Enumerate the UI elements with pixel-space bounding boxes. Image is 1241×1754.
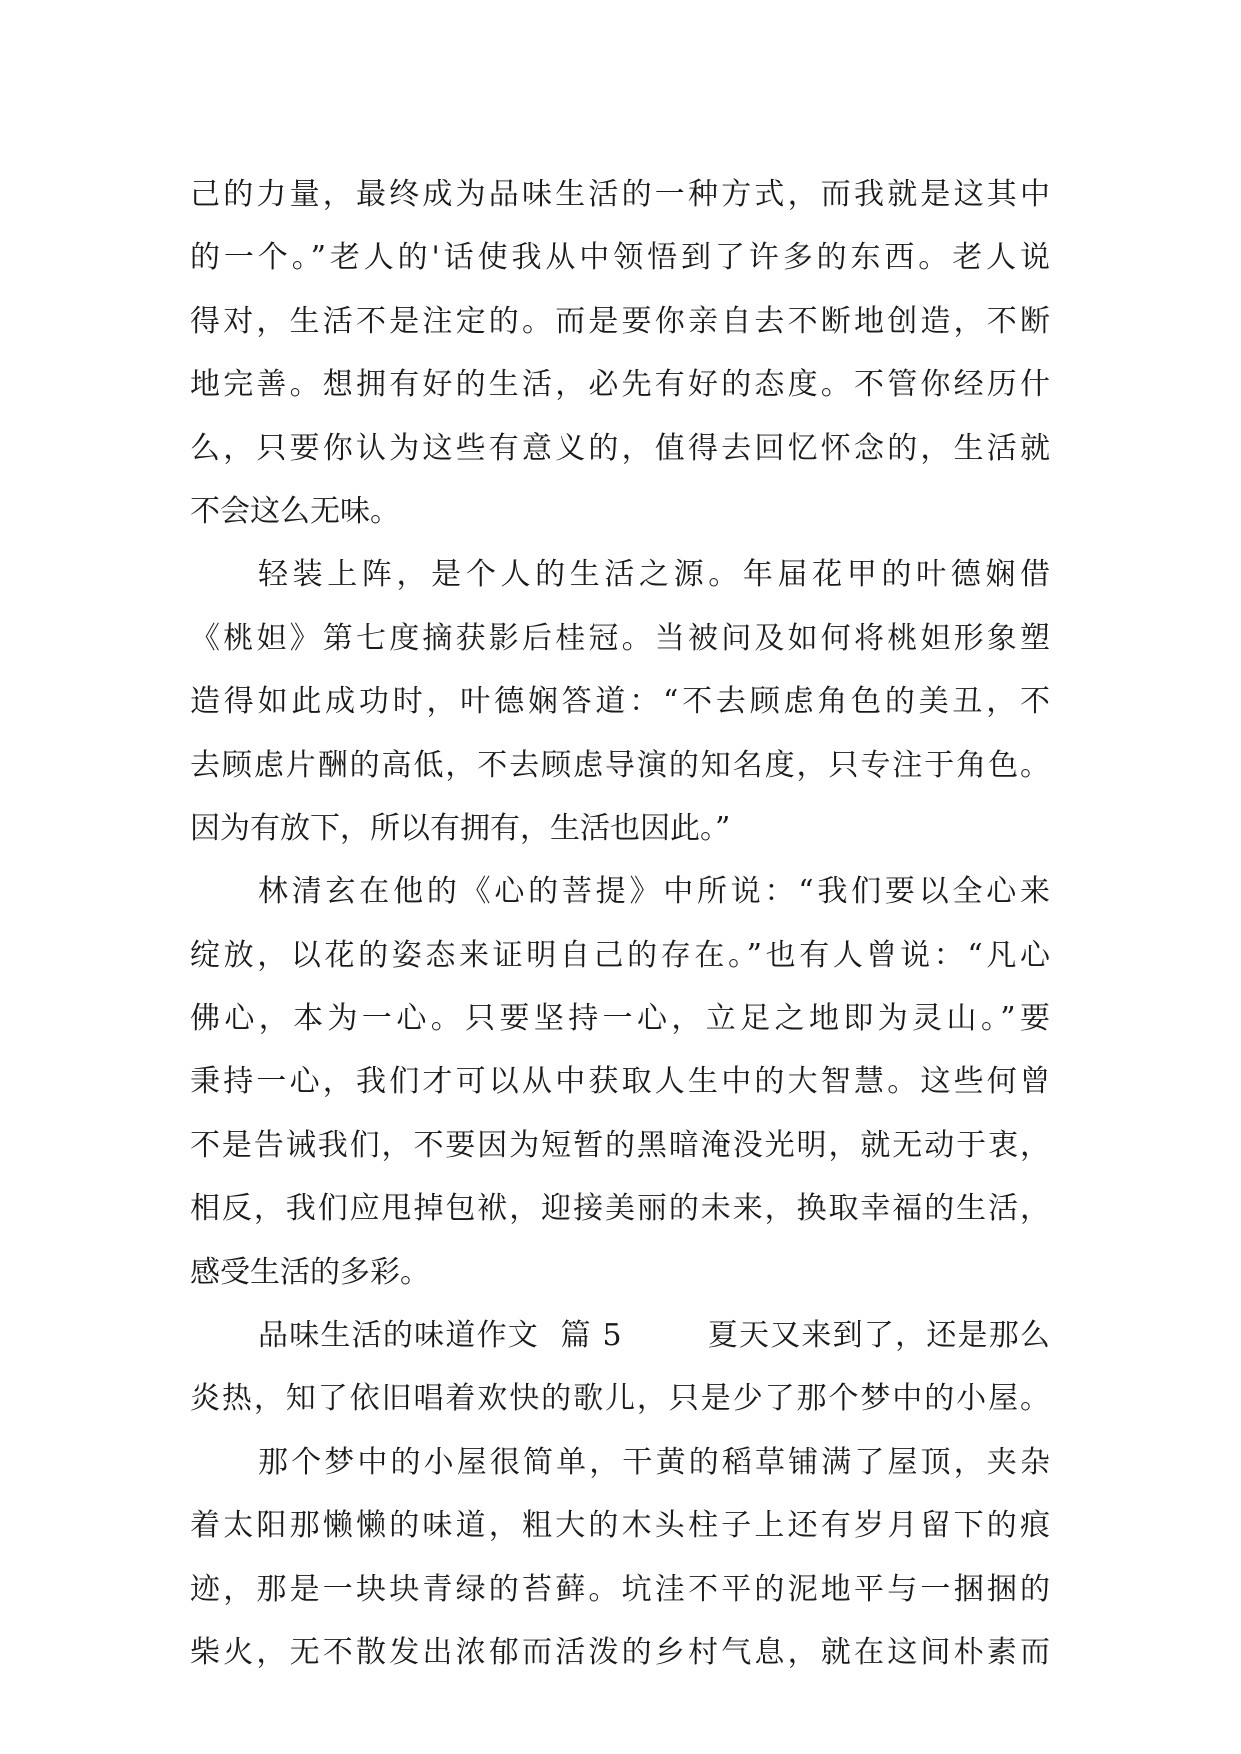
text-line: 秉持一心，我们才可以从中获取人生中的大智慧。这些何曾 bbox=[190, 1064, 1050, 1100]
text-line: 的一个。”老人的'话使我从中领悟到了许多的东西。老人说 bbox=[190, 240, 1050, 276]
text-line: 不是告诫我们，不要因为短暂的黑暗淹没光明，就无动于衷， bbox=[190, 1127, 1050, 1163]
section-heading-line: 品味生活的味道作文 篇 5 夏天又来到了，还是那么 bbox=[258, 1318, 1050, 1354]
text-line: 得对，生活不是注定的。而是要你亲自去不断地创造，不断 bbox=[190, 303, 1050, 339]
text-line: 因为有放下，所以有拥有，生活也因此。” bbox=[190, 810, 731, 846]
body-text bbox=[190, 163, 1050, 1684]
text-line: 感受生活的多彩。 bbox=[190, 1254, 430, 1290]
text-line: 去顾虑片酬的高低，不去顾虑导演的知名度，只专注于角色。 bbox=[190, 747, 1050, 783]
text-line: 己的力量，最终成为品味生活的一种方式，而我就是这其中 bbox=[190, 177, 1050, 212]
text-line: 着太阳那懒懒的味道，粗大的木头柱子上还有岁月留下的痕 bbox=[190, 1508, 1050, 1544]
paragraph-start-line: 林清玄在他的《心的菩提》中所说：“我们要以全心来 bbox=[258, 874, 1050, 910]
text-line: 么，只要你认为这些有意义的，值得去回忆怀念的，生活就 bbox=[190, 430, 1050, 466]
text-line: 地完善。想拥有好的生活，必先有好的态度。不管你经历什 bbox=[190, 367, 1050, 403]
text-line: 不会这么无味。 bbox=[190, 493, 400, 529]
paragraph-start-line: 轻装上阵，是个人的生活之源。年届花甲的叶德娴借 bbox=[258, 557, 1050, 593]
text-line: 迹，那是一块块青绿的苔藓。坑洼不平的泥地平与一捆捆的 bbox=[190, 1571, 1050, 1607]
text-line: 造得如此成功时，叶德娴答道：“不去顾虑角色的美丑，不 bbox=[190, 684, 1050, 720]
text-line: 绽放，以花的姿态来证明自己的存在。”也有人曾说：“凡心 bbox=[190, 937, 1050, 973]
text-line: 佛心，本为一心。只要坚持一心，立足之地即为灵山。”要 bbox=[190, 1001, 1050, 1037]
text-line: 炎热，知了依旧唱着欢快的歌儿，只是少了那个梦中的小屋。 bbox=[190, 1381, 1050, 1417]
text-line: 相反，我们应甩掉包袱，迎接美丽的未来，换取幸福的生活， bbox=[190, 1191, 1050, 1227]
text-line: 《桃妲》第七度摘获影后桂冠。当被问及如何将桃妲形象塑 bbox=[190, 620, 1050, 656]
paragraph-start-line: 那个梦中的小屋很简单，干黄的稻草铺满了屋顶，夹杂 bbox=[258, 1444, 1050, 1480]
text-line: 柴火，无不散发出浓郁而活泼的乡村气息，就在这间朴素而 bbox=[190, 1634, 1050, 1670]
